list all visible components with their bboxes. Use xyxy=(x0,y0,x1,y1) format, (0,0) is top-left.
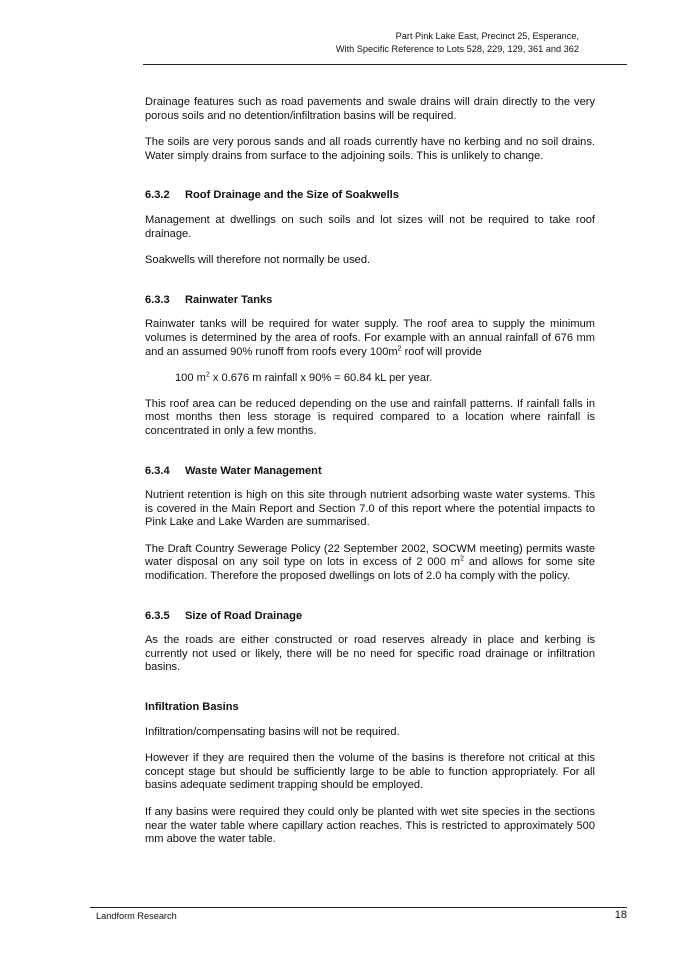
section-number: 6.3.5 xyxy=(145,609,170,622)
paragraph: The Draft Country Sewerage Policy (22 September 2002, SOCWM meeting) permits waste water disposal on any soil type on lots in excess of 2 000 $m^2$ and allows for some site modification. Therefore the proposed dwellings on lots of 2.0 ha comply with the policy. xyxy=(145,542,595,583)
footer-rule xyxy=(90,907,627,908)
paragraph: Management at dwellings on such soils and lot sizes will not be required to take roof drainage. xyxy=(145,213,595,240)
paragraph: The soils are very porous sands and all roads currently have no kerbing and no soil drains. Water simply drains from surface to the adjoining soils. This is unlikely to change. xyxy=(145,136,595,162)
calculation: 100 $m^2$ x 0.676 m rainfall x 90% = 60.84 kL per year. xyxy=(175,371,433,385)
section-title: Rainwater Tanks xyxy=(185,293,273,306)
header-rule xyxy=(143,64,627,65)
page-header xyxy=(336,30,579,56)
page-body xyxy=(145,96,595,860)
section-heading-6-3-4 xyxy=(145,465,595,479)
section-heading-infiltration xyxy=(145,701,595,715)
section-heading-6-3-3 xyxy=(145,294,595,308)
section-number: 6.3.4 xyxy=(145,464,170,477)
paragraph: If any basins were required they could only be planted with wet site species in the sections near the water table where capillary action reaches. This is restricted to approximately 500 mm above the water table. xyxy=(145,806,595,846)
section-heading-6-3-2 xyxy=(145,189,595,203)
paragraph: This roof area can be reduced depending on the use and rainfall patterns. If rainfall falls in most months then less storage is required compared to a location where rainfall is concentrated in only a few months. xyxy=(145,397,595,437)
section-title: Waste Water Management xyxy=(185,464,322,477)
section-title: Size of Road Drainage xyxy=(185,609,303,622)
section-title: Infiltration Basins xyxy=(145,701,239,714)
section-number: 6.3.2 xyxy=(145,189,170,202)
page-number: 18 xyxy=(614,909,627,921)
section-heading-6-3-5 xyxy=(145,610,595,624)
paragraph: Infiltration/compensating basins will not be required. xyxy=(145,725,400,738)
section-number: 6.3.3 xyxy=(145,293,170,306)
paragraph: As the roads are either constructed or road reserves already in place and kerbing is currently not used or likely, there will be no need for specific road drainage or infiltration basins. xyxy=(145,634,595,674)
paragraph: Drainage features such as road pavements and swale drains will drain directly to the very porous soils and no detention/infiltration basins will be required. xyxy=(145,96,595,122)
paragraph: Rainwater tanks will be required for water supply. The roof area to supply the minimum volumes is determined by the area of roofs. For example with an annual rainfall of 676 mm and an assumed 90% runoff from roofs every $100m^2$ roof will provide xyxy=(145,318,595,358)
paragraph: Nutrient retention is high on this site through nutrient adsorbing waste water systems. This is covered in the Main Report and Section 7.0 of this report where the potential impacts to Pink Lake and Lake Warden are summarised. xyxy=(145,489,595,529)
header-line-2: With Specific Reference to Lots 528, 229, 129, 361 and 362 xyxy=(335,44,579,54)
section-title: Roof Drainage and the Size of Soakwells xyxy=(185,189,399,202)
header-line-1: Part Pink Lake East, Precinct 25, Esperance, xyxy=(395,31,579,41)
paragraph: However if they are required then the volume of the basins is therefore not critical at this concept stage but should be sufficiently large to be able to function appropriately. For all basins adequate sediment trapping should be employed. xyxy=(145,752,595,792)
paragraph: Soakwells will therefore not normally be used. xyxy=(145,254,371,267)
footer-organisation: Landform Research xyxy=(96,911,177,921)
